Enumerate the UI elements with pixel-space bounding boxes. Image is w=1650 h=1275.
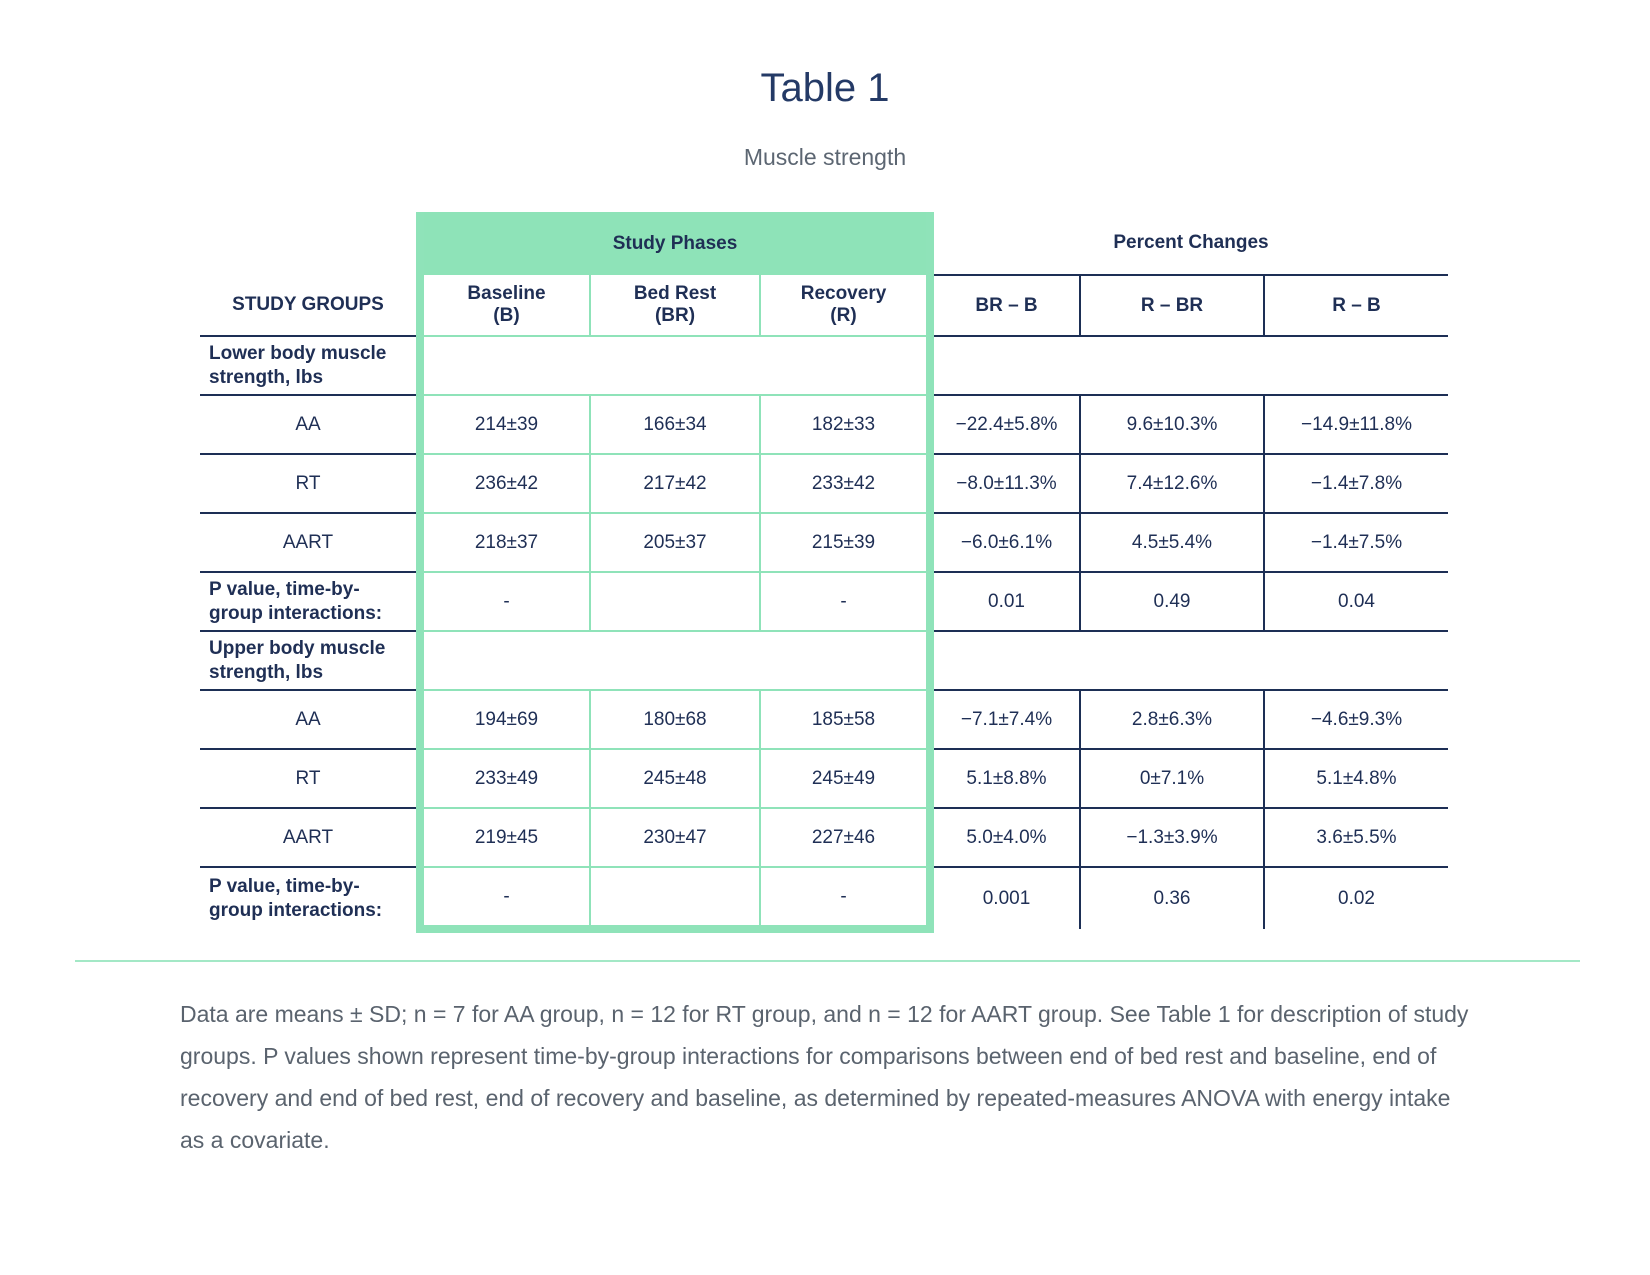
section-row-upper xyxy=(200,631,1448,690)
r-b-cell: 0.04 xyxy=(1264,572,1448,631)
section-label-lower: Lower body muscle strength, lbs xyxy=(200,336,420,395)
br-b-cell: 5.1±8.8% xyxy=(930,749,1080,808)
table-title: Table 1 xyxy=(760,66,890,110)
r-br-cell: 9.6±10.3% xyxy=(1080,395,1264,454)
table-row xyxy=(200,690,1448,749)
phase-empty-cell xyxy=(420,336,930,395)
recovery-cell: 227±46 xyxy=(760,808,930,867)
section-label-upper: Upper body muscle strength, lbs xyxy=(200,631,420,690)
r-b-cell: 5.1±4.8% xyxy=(1264,749,1448,808)
pvalue-label: P value, time-by- group interactions: xyxy=(209,875,383,921)
br-b-cell: −7.1±7.4% xyxy=(930,690,1080,749)
study-groups-header: STUDY GROUPS xyxy=(200,275,420,336)
br-b-cell: 5.0±4.0% xyxy=(930,808,1080,867)
section-row-lower xyxy=(200,336,1448,395)
r-br-cell: 4.5±5.4% xyxy=(1080,513,1264,572)
bedrest-cell: 166±34 xyxy=(590,395,760,454)
r-b-cell: −1.4±7.5% xyxy=(1264,513,1448,572)
recovery-cell: 185±58 xyxy=(760,690,930,749)
muscle-strength-table xyxy=(200,212,1448,933)
r-b-cell: 0.02 xyxy=(1338,887,1375,909)
pvalue-row xyxy=(200,572,1448,631)
percent-changes-header: Percent Changes xyxy=(930,212,1448,275)
recovery-cell: 215±39 xyxy=(760,513,930,572)
group-cell: AA xyxy=(200,395,420,454)
baseline-cell: - xyxy=(420,867,590,929)
br-b-cell: −8.0±11.3% xyxy=(930,454,1080,513)
recovery-cell: 233±42 xyxy=(760,454,930,513)
r-b-cell: −14.9±11.8% xyxy=(1264,395,1448,454)
bedrest-cell xyxy=(590,867,760,929)
recovery-cell: 245±49 xyxy=(760,749,930,808)
bedrest-cell xyxy=(590,572,760,631)
r-b-cell: 3.6±5.5% xyxy=(1264,808,1448,867)
r-br-cell: −1.3±3.9% xyxy=(1080,808,1264,867)
table-row xyxy=(200,808,1448,867)
r-b-cell: −4.6±9.3% xyxy=(1264,690,1448,749)
phase-empty-cell xyxy=(420,631,930,690)
group-cell: AART xyxy=(200,513,420,572)
bedrest-header: Bed Rest (BR) xyxy=(590,275,760,336)
bedrest-cell: 245±48 xyxy=(590,749,760,808)
r-br-header: R – BR xyxy=(1080,275,1264,336)
bedrest-cell: 180±68 xyxy=(590,690,760,749)
r-br-cell: 0.36 xyxy=(1080,867,1264,929)
recovery-cell: - xyxy=(760,572,930,631)
baseline-cell: 214±39 xyxy=(420,395,590,454)
br-b-header: BR – B xyxy=(930,275,1080,336)
r-br-cell: 7.4±12.6% xyxy=(1080,454,1264,513)
recovery-header: Recovery (R) xyxy=(760,275,930,336)
bedrest-cell: 205±37 xyxy=(590,513,760,572)
table-footnote: Data are means ± SD; n = 7 for AA group, n = 12 for RT group, and n = 12 for AART group. See Table 1 for description of study groups. P values shown represent time-by-group interactions for comparisons between end of bed rest and baseline, end of recovery and end of bed rest, end of recovery and baseline, as determined by repeated-measures ANOVA with energy intake as a covariate. xyxy=(180,1001,1469,1153)
group-cell: AA xyxy=(200,690,420,749)
r-br-cell: 0.49 xyxy=(1080,572,1264,631)
baseline-cell: 194±69 xyxy=(420,690,590,749)
group-cell: RT xyxy=(200,749,420,808)
br-b-cell: 0.001 xyxy=(930,867,1080,929)
table-row xyxy=(200,749,1448,808)
pvalue-label: P value, time-by- group interactions: xyxy=(200,572,420,631)
recovery-cell: 182±33 xyxy=(760,395,930,454)
r-br-cell: 2.8±6.3% xyxy=(1080,690,1264,749)
baseline-cell: 236±42 xyxy=(420,454,590,513)
table-row xyxy=(200,454,1448,513)
pvalue-row xyxy=(200,867,1448,929)
baseline-cell: - xyxy=(420,572,590,631)
divider xyxy=(75,960,1580,962)
bedrest-cell: 217±42 xyxy=(590,454,760,513)
br-b-cell: 0.01 xyxy=(930,572,1080,631)
br-b-cell: −22.4±5.8% xyxy=(930,395,1080,454)
study-phases-header: Study Phases xyxy=(420,212,930,275)
recovery-cell: - xyxy=(760,867,930,929)
empty-corner xyxy=(200,212,420,275)
baseline-cell: 219±45 xyxy=(420,808,590,867)
percent-empty-cell xyxy=(930,336,1448,395)
table-row xyxy=(200,395,1448,454)
r-br-cell: 0±7.1% xyxy=(1080,749,1264,808)
baseline-cell: 233±49 xyxy=(420,749,590,808)
baseline-header: Baseline (B) xyxy=(420,275,590,336)
group-cell: RT xyxy=(200,454,420,513)
group-cell: AART xyxy=(200,808,420,867)
percent-empty-cell xyxy=(930,631,1448,690)
r-b-cell: −1.4±7.8% xyxy=(1264,454,1448,513)
r-b-header: R – B xyxy=(1264,275,1448,336)
table-row xyxy=(200,513,1448,572)
br-b-cell: −6.0±6.1% xyxy=(930,513,1080,572)
bedrest-cell: 230±47 xyxy=(590,808,760,867)
table-subtitle: Muscle strength xyxy=(743,144,907,170)
baseline-cell: 218±37 xyxy=(420,513,590,572)
